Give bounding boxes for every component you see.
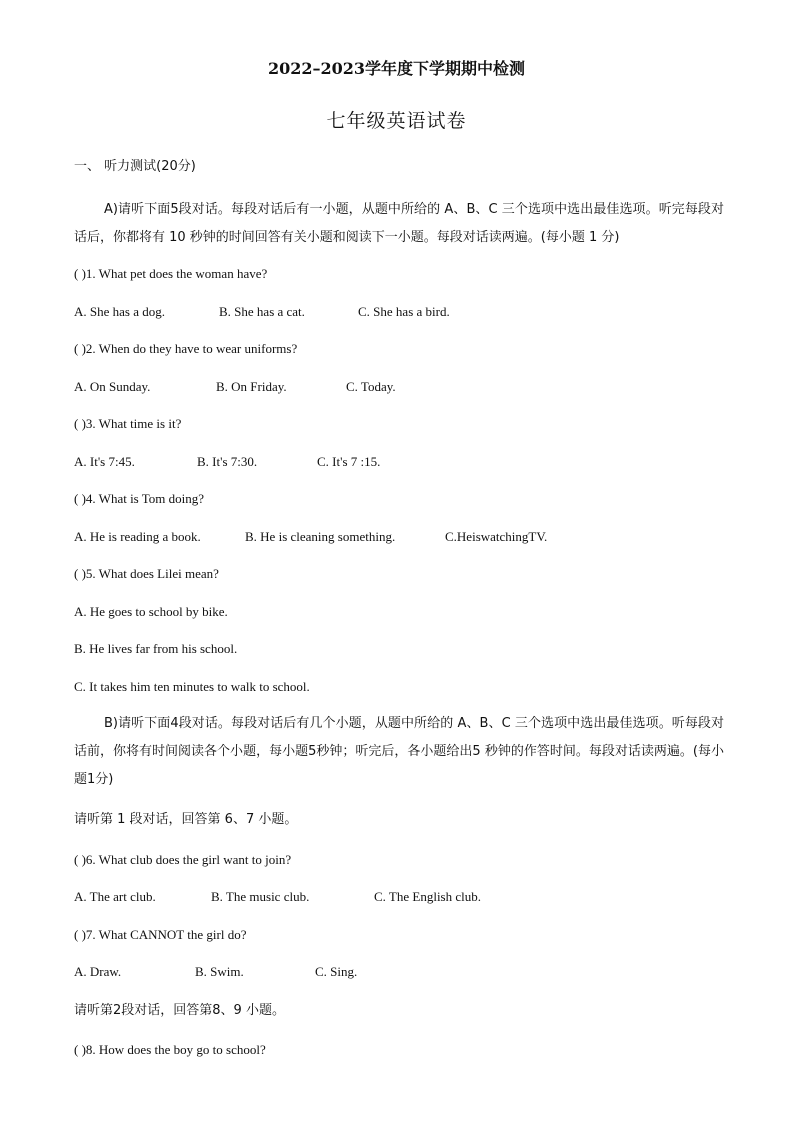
question-4: ( )4. What is Tom doing? <box>74 491 205 506</box>
option-a: A. Draw. <box>74 964 122 979</box>
option-b: B. On Friday. <box>216 379 287 394</box>
option-c: C. Sing. <box>315 964 358 979</box>
option-a: A. It's 7:45. <box>74 454 135 469</box>
question-3: ( )3. What time is it? <box>74 416 182 431</box>
option-c: C. The English club. <box>374 889 482 904</box>
option-c: C. She has a bird. <box>358 304 450 319</box>
option-b: B. Swim. <box>195 964 244 979</box>
option-a: A. On Sunday. <box>74 379 151 394</box>
option-b: B. He is cleaning something. <box>245 529 396 544</box>
option-c: C. Today. <box>346 379 396 394</box>
exam-title: 2022–2023学年度下学期期中检测 <box>267 59 526 78</box>
option-b: B. It's 7:30. <box>197 454 258 469</box>
option-b: B. The music club. <box>211 889 310 904</box>
option-b: B. She has a cat. <box>219 304 305 319</box>
part-a-text: A)请听下面5段对话。每段对话后有一小题，从题中所给的 A、B、C 三个选项中选出最佳选项。听完每段对话后，你都将有 10 秒钟的时间回答有关小题和阅读下一小题。每段对话读两遍。(每小题 1 分) <box>74 202 724 245</box>
section-heading: 一、 听力测试(20分) <box>74 159 196 174</box>
option-a: A. She has a dog. <box>74 304 165 319</box>
question-7: ( )7. What CANNOT the girl do? <box>74 927 247 942</box>
dialog-2-note: 请听第2段对话，回答第8、9 小题。 <box>74 1003 285 1018</box>
option-a: A. The art club. <box>74 889 156 904</box>
question-5: ( )5. What does Lilei mean? <box>74 566 219 581</box>
part-a-instructions <box>74 196 724 252</box>
question-8: ( )8. How does the boy go to school? <box>74 1042 266 1057</box>
exam-subtitle: 七年级英语试卷 <box>326 110 467 132</box>
question-6: ( )6. What club does the girl want to join? <box>74 852 292 867</box>
question-1: ( )1. What pet does the woman have? <box>74 266 268 281</box>
option-b: B. He lives far from his school. <box>74 641 238 656</box>
option-a: A. He is reading a book. <box>74 529 201 544</box>
option-a: A. He goes to school by bike. <box>74 604 228 619</box>
part-b-instructions <box>74 710 724 794</box>
option-c: C.HeiswatchingTV. <box>445 529 548 544</box>
option-c: C. It's 7 :15. <box>317 454 381 469</box>
question-2: ( )2. When do they have to wear uniforms? <box>74 341 298 356</box>
dialog-1-note: 请听第 1 段对话，回答第 6、7 小题。 <box>74 812 298 827</box>
option-c: C. It takes him ten minutes to walk to school. <box>74 679 310 694</box>
part-b-text: B)请听下面4段对话。每段对话后有几个小题，从题中所给的 A、B、C 三个选项中选出最佳选项。听每段对话前，你将有时间阅读各个小题，每小题5秒钟；听完后，各小题给出5 秒钟的作答时间。每段对话读两遍。(每小题1分) <box>74 716 724 787</box>
